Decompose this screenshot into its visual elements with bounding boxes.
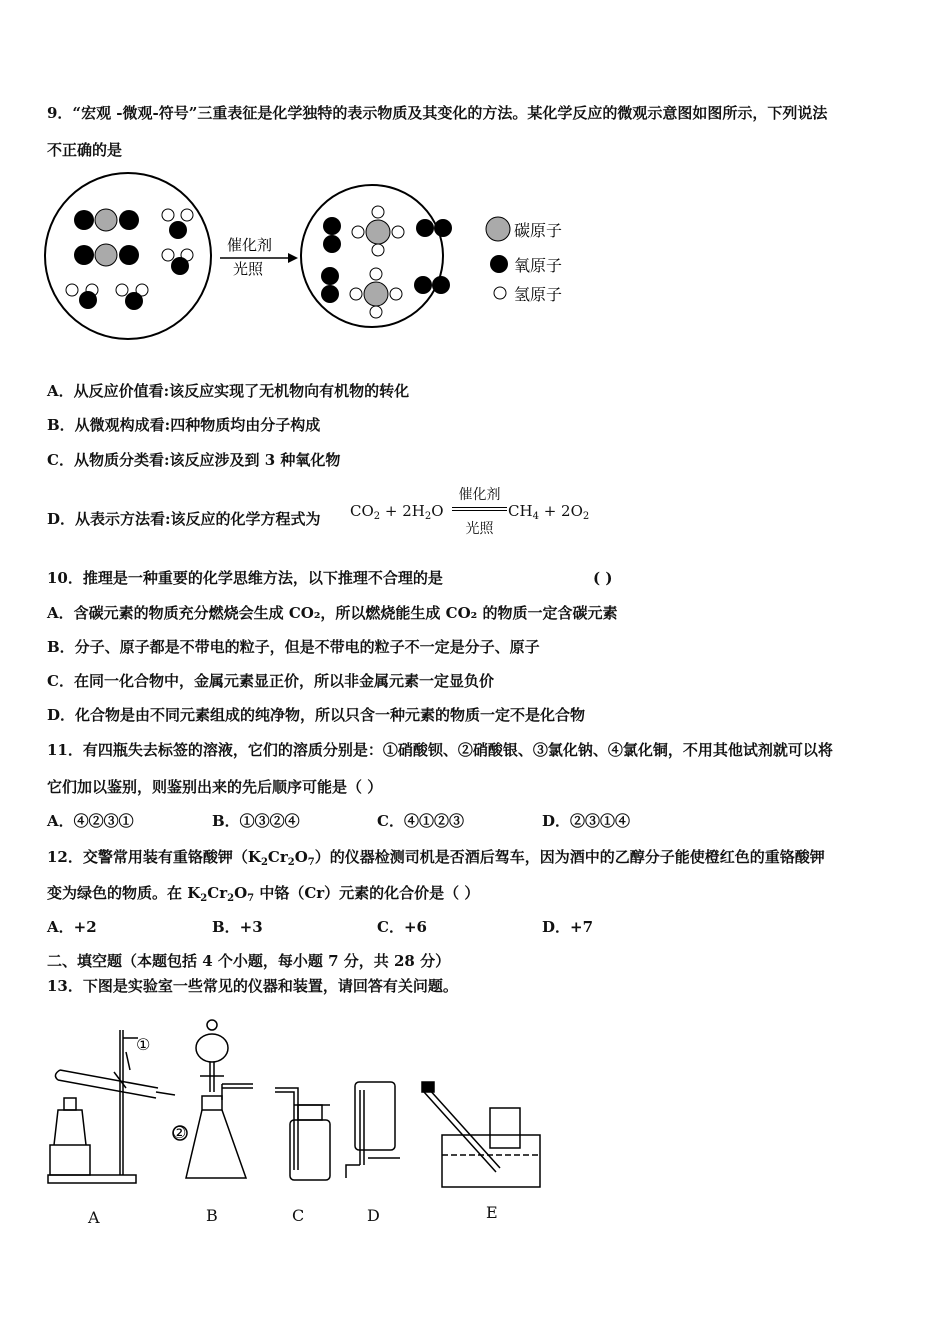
marker-2: ② [172, 1123, 187, 1142]
q11-option-d[interactable]: D．②③①④ [542, 812, 631, 830]
marker-1: ① [136, 1035, 151, 1054]
q10-stem: 10．推理是一种重要的化学思维方法，以下推理不合理的是 [47, 569, 443, 587]
o2-molecule [323, 217, 341, 253]
h2o-molecule [116, 284, 148, 310]
legend-carbon: 碳原子 [514, 221, 563, 240]
formula-k2cr2o7: $K_2Cr_2O_7$ [187, 884, 255, 904]
formula-k2cr2o7: $K_2Cr_2O_7$ [247, 848, 315, 868]
equation-bar [452, 510, 507, 511]
equation-bar [452, 507, 507, 508]
legend-oxygen: 氧原子 [514, 256, 563, 275]
h2o-molecule [162, 209, 193, 239]
o2-molecule [414, 276, 450, 294]
q11-option-c[interactable]: C．④①②③ [377, 812, 464, 830]
q9-option-b[interactable]: B．从微观构成看:四种物质均由分子构成 [47, 416, 321, 434]
ch4-molecule [350, 268, 402, 318]
q9-stem-line2: 不正确的是 [47, 141, 123, 159]
q9-stem-line1: 9．“宏观 -微观-符号”三重表征是化学独特的表示物质及其变化的方法。某化学反应的微观示意图如图所示，下列说法 [47, 104, 828, 122]
q12-line2-b: 中铬（Cr）元素的化合价是（ ） [254, 884, 480, 902]
q12-option-d[interactable]: D．+7 [542, 918, 594, 936]
q11-option-b[interactable]: B．①③②④ [212, 812, 300, 830]
q10-paren: ( ) [593, 569, 613, 587]
reaction-diagram [40, 170, 600, 350]
co2-molecule [74, 244, 139, 266]
o2-molecule [321, 267, 339, 303]
q10-option-a[interactable]: A．含碳元素的物质充分燃烧会生成 CO₂，所以燃烧能生成 CO₂ 的物质一定含碳元素 [47, 604, 618, 622]
h2o-molecule [162, 249, 193, 275]
apparatus-e [422, 1082, 540, 1187]
q12-line1-a: 12．交警常用装有重铬酸钾（ [47, 848, 248, 866]
carbon-legend-icon [486, 217, 510, 241]
q10-option-b[interactable]: B．分子、原子都是不带电的粒子，但是不带电的粒子不一定是分子、原子 [47, 638, 540, 656]
q12-line2-a: 变为绿色的物质。在 [47, 884, 188, 902]
apparatus-diagram [40, 1010, 560, 1200]
section-heading: 二、填空题（本题包括 4 个小题，每小题 7 分，共 28 分） [47, 952, 451, 970]
q11-stem-line2: 它们加以鉴别，则鉴别出来的先后顺序可能是（ ） [47, 778, 383, 796]
q12-option-c[interactable]: C．+6 [377, 918, 427, 936]
equation-catalyst: 催化剂 [458, 487, 501, 503]
apparatus-b [173, 1020, 253, 1178]
q11-stem-line1: 11．有四瓶失去标签的溶液，它们的溶质分别是：①硝酸钡、②硝酸银、③氯化钠、④氯化铜，不用其他试剂就可以将 [47, 741, 833, 759]
q12-line1-b: ）的仪器检测司机是否酒后驾车，因为酒中的乙醇分子能使橙红色的重铬酸钾 [314, 848, 825, 866]
h2o-molecule [66, 284, 98, 309]
catalyst-label: 催化剂 [227, 236, 273, 254]
equation-light: 光照 [465, 521, 494, 537]
apparatus-label-c: C [292, 1206, 305, 1225]
hydrogen-legend-icon [494, 287, 506, 299]
apparatus-d [346, 1082, 400, 1178]
q12-option-a[interactable]: A．+2 [47, 918, 97, 936]
chemical-equation: $CO_2 + 2H_2O$ 催化剂 光照 $CH_4 + 2O_2$ [350, 482, 610, 542]
ch4-molecule [352, 206, 404, 256]
oxygen-legend-icon [490, 255, 508, 273]
apparatus-label-e: E [486, 1203, 498, 1222]
q10-option-d[interactable]: D．化合物是由不同元素组成的纯净物，所以只含一种元素的物质一定不是化合物 [47, 706, 586, 724]
apparatus-label-b: B [206, 1206, 218, 1225]
apparatus-a [48, 1030, 175, 1183]
q11-option-a[interactable]: A．④②③① [47, 812, 134, 830]
q10-option-c[interactable]: C．在同一化合物中，金属元素显正价，所以非金属元素一定显负价 [47, 672, 494, 690]
q9-option-c[interactable]: C．从物质分类看:该反应涉及到 3 种氧化物 [47, 451, 341, 469]
apparatus-c [275, 1088, 330, 1180]
q9-option-d-prefix: D．从表示方法看:该反应的化学方程式为 [47, 510, 321, 528]
q13-stem: 13．下图是实验室一些常见的仪器和装置，请回答有关问题。 [47, 977, 458, 995]
q12-option-b[interactable]: B．+3 [212, 918, 263, 936]
apparatus-label-d: D [367, 1206, 380, 1225]
q12-stem-line2 [47, 883, 479, 909]
q12-stem-line1 [47, 847, 825, 873]
light-label: 光照 [233, 260, 264, 278]
co2-molecule [74, 209, 139, 231]
q9-option-a[interactable]: A．从反应价值看:该反应实现了无机物向有机物的转化 [47, 382, 410, 400]
apparatus-label-a: A [88, 1208, 100, 1227]
q9-option-d[interactable] [47, 509, 321, 529]
legend-hydrogen: 氢原子 [514, 285, 563, 304]
